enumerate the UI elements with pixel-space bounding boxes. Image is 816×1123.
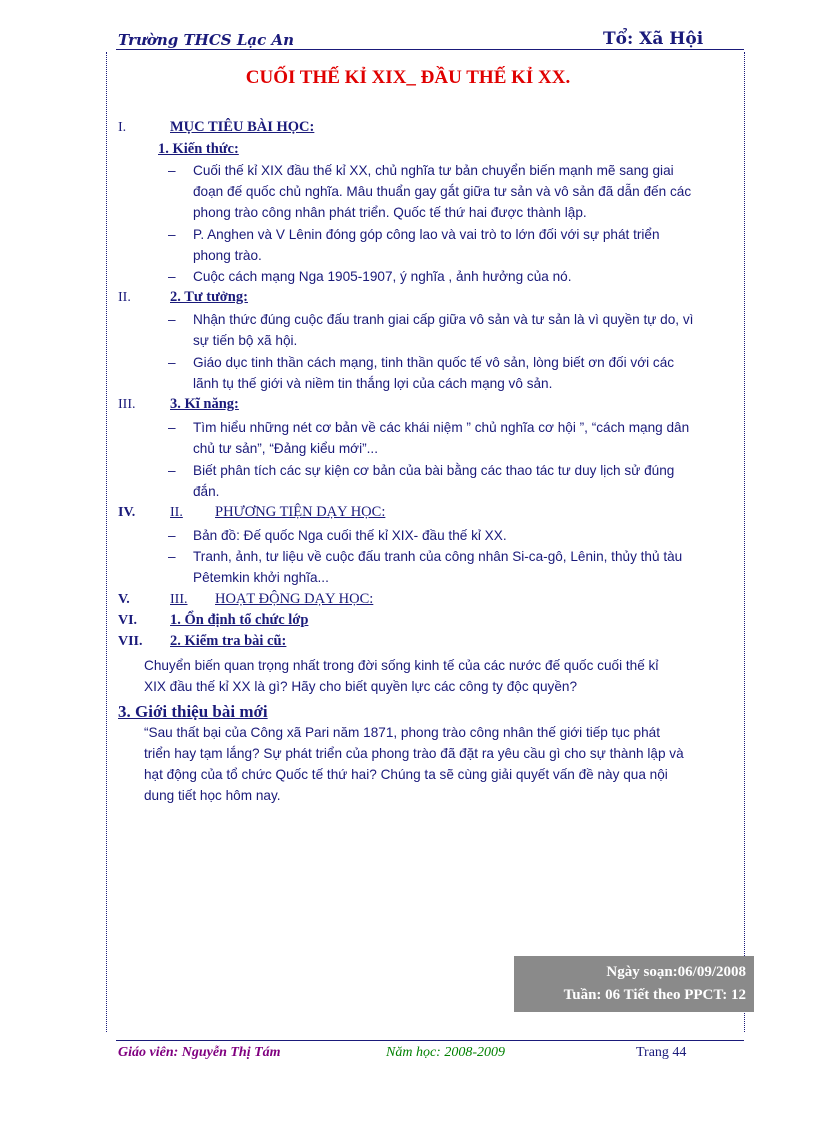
section-sub-number: II. [170, 505, 183, 520]
paragraph-line: XIX đầu thế kỉ XX là gì? Hãy cho biết quyền lực các công ty độc quyền? [144, 679, 578, 694]
list-item [193, 266, 572, 287]
list-item-line: chủ tư sản”, “Đảng kiểu mới”... [193, 441, 378, 456]
teacher-name: Giáo viên: Nguyễn Thị Tám [118, 1045, 281, 1060]
subheading-class-organization: 1. Ổn định tổ chức lớp [170, 612, 309, 628]
footer-rule [116, 1040, 744, 1041]
subheading-skills: 3. Kĩ năng: [170, 396, 239, 412]
paragraph-line: “Sau thất bại của Công xã Pari năm 1871, phong trào công nhân thế giới tiếp tục phát [144, 725, 661, 740]
subheading-introduction: 3. Giới thiệu bài mới [118, 702, 268, 721]
list-item-line: – Cuối thế kỉ XIX đầu thế kỉ XX, chủ nghĩa tư bản chuyển biến mạnh mẽ sang giai [193, 163, 674, 178]
section-number: I. [118, 120, 127, 135]
list-item-line: sự tiến bộ xã hội. [193, 333, 298, 348]
list-item-line: đắn. [193, 484, 220, 499]
list-item [193, 546, 682, 588]
list-item-line: phong trào. [193, 248, 262, 263]
list-item [193, 309, 693, 351]
school-name: Trường THCS Lạc An [118, 31, 294, 49]
department-name: Tổ: Xã Hội [603, 29, 704, 49]
section-number: II. [118, 290, 131, 305]
list-item [193, 417, 689, 459]
header-rule [116, 49, 744, 50]
section-sub-number: III. [170, 592, 188, 607]
left-margin-rule [106, 52, 107, 1032]
review-question [144, 655, 744, 697]
subheading-ideology: 2. Tư tưởng: [170, 289, 248, 305]
section-number: V. [118, 592, 130, 607]
list-item-line: – Bản đồ: Đế quốc Nga cuối thế kỉ XIX- đầu thế kỉ XX. [193, 528, 507, 543]
paragraph-line: Chuyển biến quan trọng nhất trong đời sống kinh tế của các nước đế quốc cuối thế kỉ [144, 658, 659, 673]
list-item [193, 525, 507, 546]
list-item [193, 224, 660, 266]
list-item-line: – Tìm hiểu những nét cơ bản về các khái niệm ” chủ nghĩa cơ hội ”, “cách mạng dân [193, 420, 690, 435]
list-item-line: – Cuộc cách mạng Nga 1905-1907, ý nghĩa , ảnh hưởng của nó. [193, 269, 572, 284]
list-item-line: lãnh tụ thế giới và niềm tin thắng lợi của cách mạng vô sản. [193, 376, 553, 391]
section-heading-objectives: MỤC TIÊU BÀI HỌC: [170, 119, 315, 135]
subheading-review: 2. Kiểm tra bài cũ: [170, 633, 287, 649]
list-item [193, 460, 674, 502]
right-margin-rule [744, 52, 745, 1032]
subheading-knowledge: 1. Kiến thức: [158, 141, 239, 157]
list-item-line: – Giáo dục tinh thần cách mạng, tinh thần quốc tế vô sản, lòng biết ơn đối với các [193, 355, 675, 370]
section-number: IV. [118, 505, 136, 520]
list-item-line: – P. Anghen và V Lênin đóng góp công lao và vai trò to lớn đối với sự phát triển [193, 227, 660, 242]
list-item-line: – Biết phân tích các sự kiện cơ bản của bài bằng các thao tác tư duy lịch sử đúng [193, 463, 675, 478]
page-title: CUỐI THẾ KỈ XIX_ ĐẦU THẾ KỈ XX. [245, 67, 571, 88]
list-item [193, 352, 674, 394]
lesson-date-box [514, 956, 754, 1012]
paragraph-line: triển hay tạm lắng? Sự phát triển của phong trào đã đặt ra yêu cầu gì cho sự thành lập và [144, 746, 684, 761]
list-item-line: – Tranh, ảnh, tư liệu về cuộc đấu tranh của công nhân Si-ca-gô, Lênin, thủy thủ tàu [193, 549, 683, 564]
section-number: VI. [118, 613, 138, 628]
section-number: III. [118, 397, 136, 412]
section-number: VII. [118, 634, 143, 649]
section-heading-activities: HOẠT ĐỘNG DẠY HỌC: [215, 591, 374, 607]
list-item-line: – Nhận thức đúng cuộc đấu tranh giai cấp giữa vô sản và tư sản là vì quyền tự do, vì [193, 312, 694, 327]
page-number: Trang 44 [636, 1045, 687, 1060]
list-item [193, 160, 691, 223]
week-period: Tuần: 06 Tiết theo PPCT: 12 [563, 987, 746, 1003]
list-item-line: phong trào công nhân phát triển. Quốc tế thứ hai được thành lập. [193, 205, 587, 220]
list-item-line: Pêtemkin khởi nghĩa... [193, 570, 329, 585]
section-heading-teaching-aids: PHƯƠNG TIỆN DẠY HỌC: [215, 504, 386, 520]
paragraph-line: hạt động của tổ chức Quốc tế thứ hai? Chúng ta sẽ cùng giải quyết vấn đề này qua nội [144, 767, 668, 782]
introduction-paragraph [144, 722, 744, 806]
prep-date: Ngày soạn:06/09/2008 [606, 964, 746, 980]
list-item-line: đoạn đế quốc chủ nghĩa. Mâu thuẩn gay gắt giữa tư sản và vô sản đã dẫn đến các [193, 184, 692, 199]
school-year: Năm học: 2008-2009 [386, 1045, 505, 1060]
paragraph-line: dung tiết học hôm nay. [144, 788, 281, 803]
